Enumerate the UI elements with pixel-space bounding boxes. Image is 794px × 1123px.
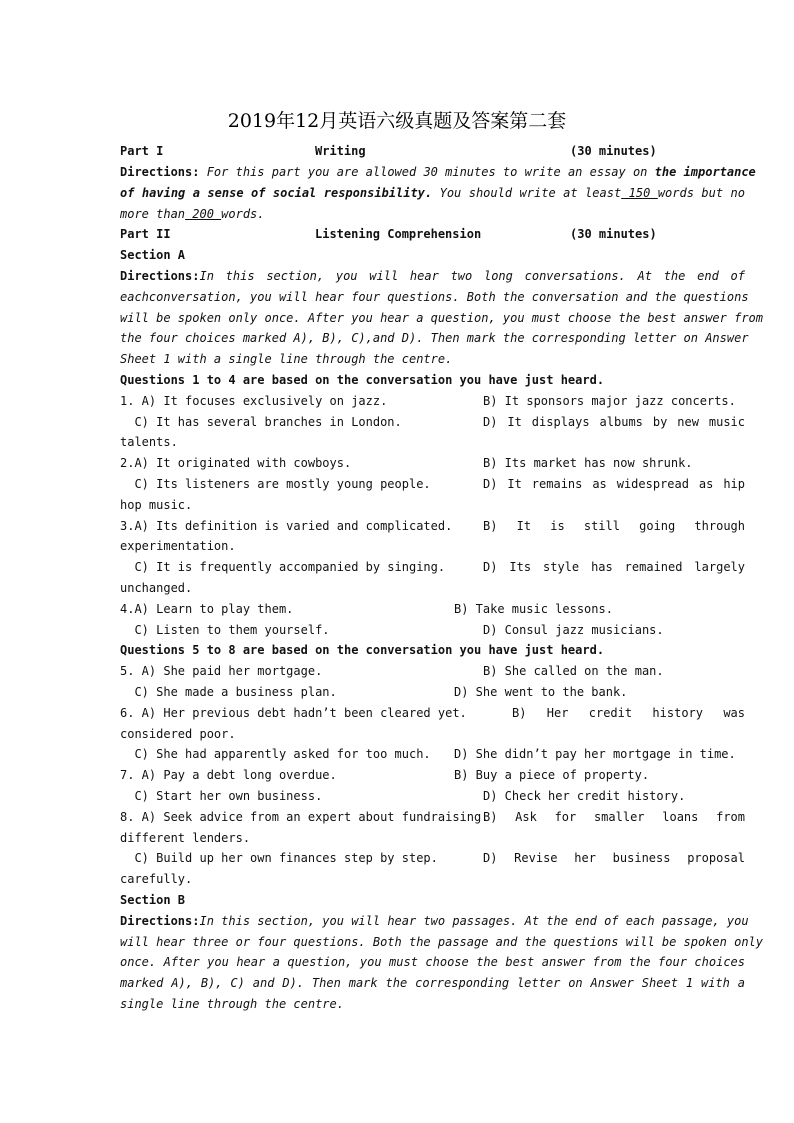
- question-8-continuation-2: carefully.: [120, 872, 193, 886]
- section-b-directions-line-4: marked A), B), C) and D). Then mark the corresponding letter on Answer Sheet 1 with a: [120, 976, 745, 990]
- part1-directions-line-3: more than 200 words.: [120, 207, 265, 221]
- question-5-row-1: [120, 661, 745, 681]
- question-7-row-2: [120, 786, 745, 806]
- question-5-option-a: 5. A) She paid her mortgage.: [120, 664, 323, 678]
- section-b-heading: Section B: [120, 893, 186, 907]
- section-b-directions-line-2: will hear three or four questions. Both the passage and the questions will be spoken only: [120, 935, 763, 949]
- part1-time: (30 minutes): [570, 144, 657, 158]
- question-1-option-c: C) It has several branches in London.: [120, 415, 402, 429]
- question-6-option-c: C) She had apparently asked for too much.: [120, 747, 431, 761]
- part1-label: Part I: [120, 144, 164, 158]
- question-3-option-d: D) Its style has remained largely: [483, 560, 745, 574]
- essay-topic-cont: of having a sense of social responsibility.: [120, 186, 433, 200]
- part2-time: (30 minutes): [570, 227, 657, 241]
- question-8-row-2: [120, 848, 745, 868]
- question-1-row-1: [120, 391, 745, 411]
- part1-header: [120, 141, 745, 161]
- question-8-continuation-1: different lenders.: [120, 831, 251, 845]
- section-a-directions-line-5: Sheet 1 with a single line through the centre.: [120, 352, 453, 366]
- question-1-option-a: 1. A) It focuses exclusively on jazz.: [120, 394, 388, 408]
- question-7-option-d: D) Check her credit history.: [483, 789, 686, 803]
- section-a-directions-line-4: the four choices marked A), B), C),and D). Then mark the corresponding letter on Answer: [120, 331, 749, 345]
- question-6-continuation: considered poor.: [120, 727, 236, 741]
- question-6-option-d: D) She didn’t pay her mortgage in time.: [454, 747, 736, 761]
- question-3-option-a: 3.A) Its definition is varied and complicated.: [120, 519, 453, 533]
- question-8-option-a: 8. A) Seek advice from an expert about fundraising.: [120, 810, 489, 824]
- question-7-option-c: C) Start her own business.: [120, 789, 323, 803]
- section-a-directions-line-1: Directions:In this section, you will hear two long conversations. At the end of: [120, 269, 745, 283]
- question-8-row-1: [120, 807, 745, 827]
- question-8-option-d: D) Revise her business proposal: [483, 851, 745, 865]
- question-5-option-d: D) She went to the bank.: [454, 685, 628, 699]
- question-7-option-b: B) Buy a piece of property.: [454, 768, 650, 782]
- question-5-option-b: B) She called on the man.: [483, 664, 664, 678]
- section-a-directions-line-2: eachconversation, you will hear four questions. Both the conversation and the questions: [120, 290, 749, 304]
- section-b-directions-line-3: once. After you hear a question, you must choose the best answer from the four choices: [120, 955, 745, 969]
- essay-topic: the importance: [654, 165, 756, 179]
- min-words: 150: [621, 186, 658, 200]
- question-7-row-1: [120, 765, 745, 785]
- question-3-row-2: [120, 557, 745, 577]
- question-6-row-1: [120, 703, 745, 723]
- directions-label: Directions:: [120, 269, 200, 283]
- question-4-row-1: [120, 599, 745, 619]
- part1-directions-line-2: of having a sense of social responsibility. You should write at least 150 words but no: [120, 186, 745, 200]
- question-3-continuation-2: unchanged.: [120, 581, 193, 595]
- question-6-option-a: 6. A) Her previous debt hadn’t been cleared yet.: [120, 706, 467, 720]
- question-4-option-c: C) Listen to them yourself.: [120, 623, 330, 637]
- question-3-option-b: B) It is still going through: [483, 519, 745, 533]
- question-3-option-c: C) It is frequently accompanied by singing.: [120, 560, 446, 574]
- question-8-option-b: B) Ask for smaller loans from: [483, 810, 745, 824]
- section-a-heading: Section A: [120, 248, 186, 262]
- question-2-option-a: 2.A) It originated with cowboys.: [120, 456, 352, 470]
- question-4-option-d: D) Consul jazz musicians.: [483, 623, 664, 637]
- question-2-option-c: C) Its listeners are mostly young people.: [120, 477, 431, 491]
- question-4-row-2: [120, 620, 745, 640]
- question-5-row-2: [120, 682, 745, 702]
- part2-header: [120, 224, 745, 244]
- question-4-option-a: 4.A) Learn to play them.: [120, 602, 294, 616]
- directions-label: Directions:: [120, 914, 200, 928]
- part1-directions-line-1: Directions: For this part you are allowed 30 minutes to write an essay on the importance: [120, 165, 756, 179]
- question-2-continuation: hop music.: [120, 498, 193, 512]
- section-b-directions-line-1: Directions:In this section, you will hear two passages. At the end of each passage, you: [120, 914, 749, 928]
- section-a-directions-line-3: will be spoken only once. After you hear a question, you must choose the best answer from: [120, 311, 763, 325]
- question-3-row-1: [120, 516, 745, 536]
- question-5-option-c: C) She made a business plan.: [120, 685, 337, 699]
- question-1-option-b: B) It sponsors major jazz concerts.: [483, 394, 736, 408]
- question-1-continuation: talents.: [120, 435, 178, 449]
- part2-label: Part II: [120, 227, 171, 241]
- question-group-heading-1: Questions 1 to 4 are based on the conversation you have just heard.: [120, 373, 605, 387]
- part2-name: Listening Comprehension: [315, 227, 482, 241]
- question-6-option-b: B) Her credit history was: [512, 706, 745, 720]
- question-7-option-a: 7. A) Pay a debt long overdue.: [120, 768, 337, 782]
- question-4-option-b: B) Take music lessons.: [454, 602, 613, 616]
- question-6-row-2: [120, 744, 745, 764]
- question-3-continuation-1: experimentation.: [120, 539, 236, 553]
- section-b-directions-line-5: single line through the centre.: [120, 997, 344, 1011]
- document-title: 2019年12月英语六级真题及答案第二套: [227, 110, 567, 132]
- question-8-option-c: C) Build up her own finances step by step.: [120, 851, 438, 865]
- part1-name: Writing: [315, 144, 366, 158]
- question-1-row-2: [120, 412, 745, 432]
- question-2-option-b: B) Its market has now shrunk.: [483, 456, 693, 470]
- directions-label: Directions:: [120, 165, 200, 179]
- question-2-option-d: D) It remains as widespread as hip: [483, 477, 745, 491]
- question-group-heading-2: Questions 5 to 8 are based on the conversation you have just heard.: [120, 643, 605, 657]
- max-words: 200: [185, 207, 222, 221]
- question-1-option-d: D) It displays albums by new music: [483, 415, 745, 429]
- question-2-row-2: [120, 474, 745, 494]
- question-2-row-1: [120, 453, 745, 473]
